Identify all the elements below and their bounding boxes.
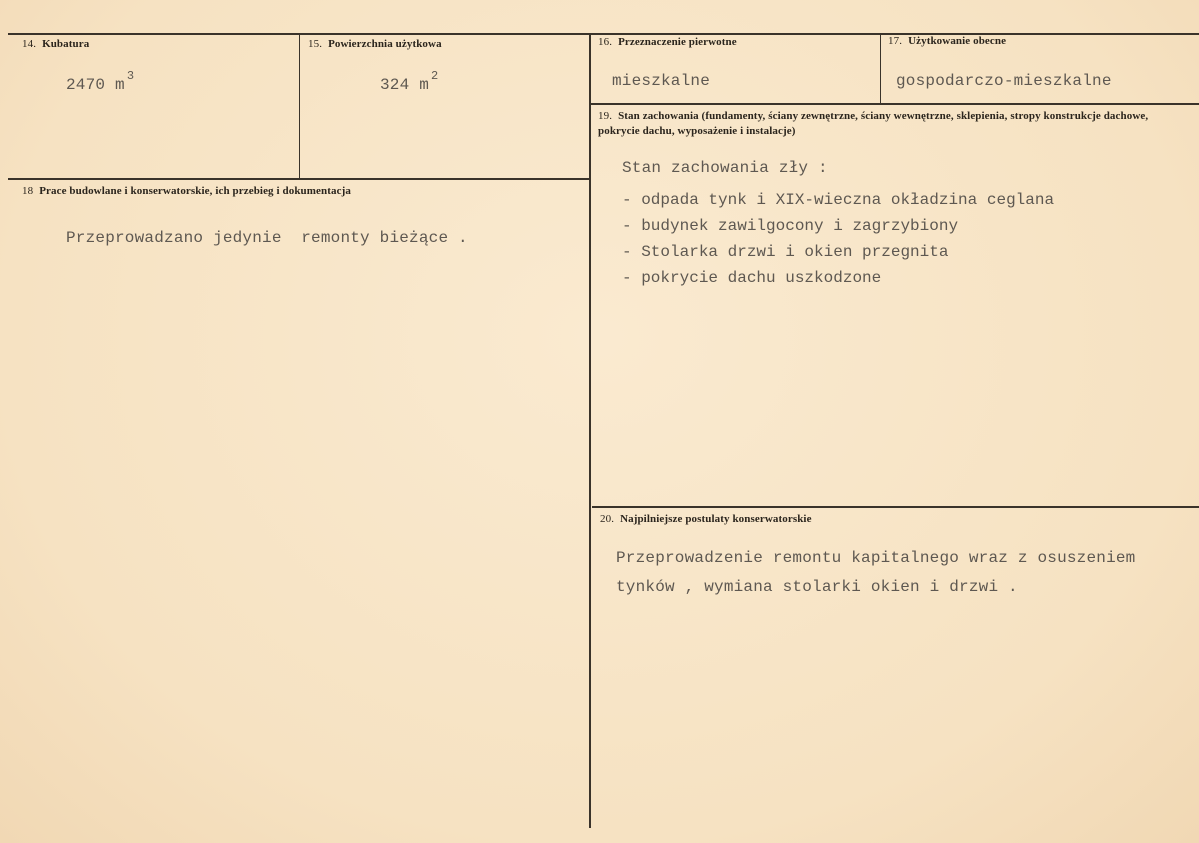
field-18-title: Prace budowlane i konserwatorskie, ich przebieg i dokumentacja: [39, 185, 351, 197]
row-divider-right-bottom: [592, 506, 1199, 508]
column-divider-main: [589, 33, 591, 828]
field-15-title: Powierzchnia użytkowa: [328, 38, 442, 50]
field-18-value: Przeprowadzano jedynie remonty bieżące .: [66, 229, 468, 247]
field-19-item: - odpada tynk i XIX-wieczna okładzina ceglana: [622, 191, 1055, 209]
powierzchnia-value: 324 m: [380, 76, 430, 94]
field-18-label: [22, 185, 351, 197]
field-19-item: - budynek zawilgocony i zagrzybiony: [622, 217, 959, 235]
field-14-number: 14.: [22, 38, 37, 50]
field-15-number: 15.: [308, 38, 323, 50]
field-19-item: - pokrycie dachu uszkodzone: [622, 269, 882, 287]
field-19-number: 19.: [598, 110, 613, 122]
field-19-title: Stan zachowania (fundamenty, ściany zewnętrzne, ściany wewnętrzne, sklepienia, stropy konstrukcje dachowe, pokrycie dachu, wyposażenie i instalacje): [598, 110, 1149, 137]
field-17-title: Użytkowanie obecne: [908, 35, 1007, 47]
row-divider-right-top: [590, 103, 1199, 105]
field-14-value: [66, 69, 135, 94]
field-19-heading: Stan zachowania zły :: [622, 159, 828, 177]
field-20-line: tynków , wymiana stolarki okien i drzwi .: [616, 578, 1018, 596]
field-20-number: 20.: [600, 513, 615, 525]
field-15-label: [308, 38, 442, 50]
field-17-label: [888, 35, 1006, 47]
field-19-label: [598, 109, 1178, 139]
field-17-value: gospodarczo-mieszkalne: [896, 72, 1112, 90]
powierzchnia-unit-superscript: 2: [431, 69, 439, 83]
column-divider-14-15: [299, 33, 300, 178]
row-divider-left: [8, 178, 590, 180]
column-divider-16-17: [880, 33, 881, 103]
field-19-item: - Stolarka drzwi i okien przegnita: [622, 243, 949, 261]
field-17-number: 17.: [888, 35, 903, 47]
field-16-label: [598, 36, 737, 48]
field-20-label: [600, 513, 812, 525]
kubatura-value: 2470 m: [66, 76, 125, 94]
field-16-title: Przeznaczenie pierwotne: [618, 36, 737, 48]
field-20-line: Przeprowadzenie remontu kapitalnego wraz z osuszeniem: [616, 549, 1136, 567]
field-16-value: mieszkalne: [612, 72, 711, 90]
field-18-number: 18: [22, 185, 34, 197]
field-14-title: Kubatura: [42, 38, 90, 50]
field-20-title: Najpilniejsze postulaty konserwatorskie: [620, 513, 812, 525]
top-border-line: [8, 33, 1199, 35]
kubatura-unit-superscript: 3: [126, 69, 135, 83]
field-16-number: 16.: [598, 36, 613, 48]
field-15-value: [380, 69, 439, 94]
field-14-label: [22, 38, 89, 50]
